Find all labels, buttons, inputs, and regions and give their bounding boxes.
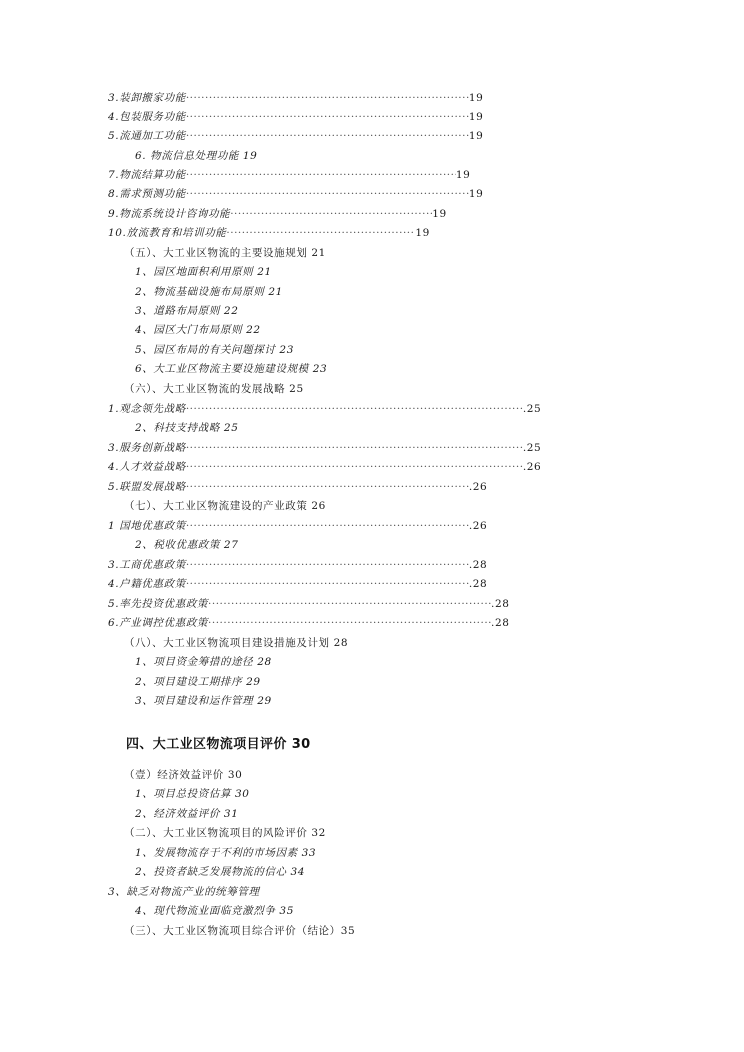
toc-entry[interactable] bbox=[124, 246, 326, 260]
dot-leader bbox=[230, 207, 432, 221]
toc-entry[interactable] bbox=[135, 904, 294, 918]
toc-entry-page: 19 bbox=[468, 130, 484, 142]
dot-leader bbox=[186, 168, 456, 182]
toc-entry-title: 3、项目建设和运作管理 29 bbox=[135, 695, 272, 707]
toc-entry-page: .28 bbox=[491, 617, 510, 629]
toc-entry[interactable] bbox=[124, 768, 242, 782]
toc-entry[interactable] bbox=[108, 207, 447, 221]
toc-entry[interactable] bbox=[108, 110, 483, 124]
toc-entry[interactable] bbox=[108, 441, 541, 455]
toc-entry-title: （五）、大工业区物流的主要设施规划 21 bbox=[124, 247, 326, 259]
toc-entry-title: 6、大工业区物流主要设施建设规模 23 bbox=[135, 363, 328, 375]
toc-entry[interactable] bbox=[108, 187, 483, 201]
dot-leader bbox=[186, 441, 523, 455]
toc-entry[interactable] bbox=[135, 149, 257, 163]
toc-entry[interactable] bbox=[135, 694, 272, 708]
toc-entry[interactable] bbox=[124, 382, 304, 396]
toc-entry[interactable] bbox=[135, 675, 261, 689]
toc-entry[interactable] bbox=[108, 480, 487, 494]
toc-entry-title: 5.流通加工功能 bbox=[108, 130, 186, 142]
dot-leader bbox=[186, 480, 469, 494]
toc-entry-title: 2、投资者缺乏发展物流的信心 34 bbox=[135, 866, 306, 878]
toc-entry[interactable] bbox=[135, 807, 238, 821]
toc-entry-title: （六）、大工业区物流的发展战略 25 bbox=[124, 383, 304, 395]
toc-entry-page: 19 bbox=[468, 92, 484, 104]
toc-entry[interactable] bbox=[108, 460, 541, 474]
toc-entry-title: 2、经济效益评价 31 bbox=[135, 808, 239, 820]
dot-leader bbox=[186, 129, 469, 143]
toc-entry[interactable] bbox=[135, 787, 250, 801]
toc-entry-title: 9.物流系统设计咨询功能 bbox=[108, 208, 231, 220]
toc-entry-title: 5.率先投资优惠政策 bbox=[108, 598, 209, 610]
toc-entry[interactable] bbox=[135, 655, 272, 669]
toc-entry-title: 4、园区大门布局原则 22 bbox=[135, 324, 261, 336]
toc-entry-title: （三）、大工业区物流项目综合评价（结论）35 bbox=[124, 925, 356, 937]
toc-entry-title: 10.放流教育和培训功能 bbox=[108, 227, 227, 239]
dot-leader bbox=[186, 91, 469, 105]
toc-entry-page: 19 bbox=[468, 188, 484, 200]
toc-entry-title: 1.观念领先战略 bbox=[108, 403, 186, 415]
dot-leader bbox=[226, 226, 415, 240]
toc-entry-title: 7.物流结算功能 bbox=[108, 169, 186, 181]
toc-entry-title: 3.装卸搬家功能 bbox=[108, 92, 186, 104]
toc-entry-title: 1、发展物流存于不利的市场因素 33 bbox=[135, 847, 317, 859]
toc-entry-title: 6.产业调控优惠政策 bbox=[108, 617, 209, 629]
toc-entry-title: 4.包装服务功能 bbox=[108, 111, 186, 123]
toc-entry-page: .25 bbox=[522, 403, 542, 415]
toc-entry[interactable] bbox=[124, 826, 326, 840]
dot-leader bbox=[208, 616, 491, 630]
toc-entry-title: 4.户籍优惠政策 bbox=[108, 578, 186, 590]
toc-entry[interactable] bbox=[108, 616, 510, 630]
toc-entry[interactable] bbox=[124, 924, 355, 938]
toc-entry-title: 1、项目资金筹措的途径 28 bbox=[135, 656, 272, 668]
toc-entry-title: 5、园区布局的有关问题探讨 23 bbox=[135, 344, 294, 356]
toc-entry-title: 1 国地优惠政策 bbox=[108, 520, 186, 532]
toc-entry-title: （壹）经济效益评价 30 bbox=[124, 769, 243, 781]
toc-entry[interactable] bbox=[135, 362, 327, 376]
toc-entry-page: .26 bbox=[468, 481, 488, 493]
toc-entry-title: 6. 物流信息处理功能 19 bbox=[135, 150, 258, 162]
toc-entry[interactable] bbox=[135, 323, 261, 337]
dot-leader bbox=[186, 110, 469, 124]
toc-entry-title: 8.需求预测功能 bbox=[108, 188, 186, 200]
toc-entry-title: 3.工商优惠政策 bbox=[108, 559, 186, 571]
toc-entry[interactable] bbox=[108, 91, 483, 105]
dot-leader bbox=[186, 460, 523, 474]
toc-entry-title: 2、税收优惠政策 27 bbox=[135, 539, 239, 551]
toc-entry-title: 4.人才效益战略 bbox=[108, 461, 186, 473]
toc-entry[interactable] bbox=[124, 499, 326, 513]
toc-entry-page: .28 bbox=[468, 559, 488, 571]
toc-entry[interactable] bbox=[135, 304, 238, 318]
toc-entry[interactable] bbox=[135, 421, 238, 435]
toc-entry[interactable] bbox=[135, 538, 238, 552]
dot-leader bbox=[186, 402, 523, 416]
toc-entry-title: 2、科技支持战略 25 bbox=[135, 422, 239, 434]
toc-entry-title: （二）、大工业区物流项目的风险评价 32 bbox=[124, 827, 326, 839]
toc-entry-title: 3.服务创新战略 bbox=[108, 442, 186, 454]
dot-leader bbox=[186, 187, 469, 201]
dot-leader bbox=[186, 519, 469, 533]
toc-entry[interactable] bbox=[135, 265, 272, 279]
toc-entry-page: 19 bbox=[432, 208, 447, 220]
toc-entry-title: 1、园区地面积利用原则 21 bbox=[135, 266, 272, 278]
toc-entry-title: 3、缺乏对物流产业的统筹管理 bbox=[108, 886, 260, 898]
toc-entry-title: 5.联盟发展战略 bbox=[108, 481, 186, 493]
toc-entry-page: .26 bbox=[468, 520, 488, 532]
toc-entry-title: 4、现代物流业面临竞激烈争 35 bbox=[135, 905, 294, 917]
toc-entry-page: 19 bbox=[468, 111, 484, 123]
toc-entry-title: 3、道路布局原则 22 bbox=[135, 305, 239, 317]
toc-entry[interactable] bbox=[124, 636, 348, 650]
toc-entry-title: （七）、大工业区物流建设的产业政策 26 bbox=[124, 500, 326, 512]
toc-entry-page: .28 bbox=[491, 598, 510, 610]
toc-entry[interactable] bbox=[135, 846, 316, 860]
toc-entry[interactable] bbox=[108, 402, 541, 416]
toc-entry[interactable] bbox=[108, 558, 487, 572]
toc-entry-page: .25 bbox=[522, 442, 542, 454]
toc-entry[interactable] bbox=[108, 168, 470, 182]
toc-entry-page: .28 bbox=[468, 578, 488, 590]
toc-entry[interactable] bbox=[108, 129, 483, 143]
toc-entry-title: （八）、大工业区物流项目建设措施及计划 28 bbox=[124, 637, 349, 649]
toc-entry[interactable] bbox=[135, 865, 305, 879]
toc-entry[interactable] bbox=[135, 285, 283, 299]
dot-leader bbox=[186, 577, 469, 591]
toc-entry-page: .26 bbox=[522, 461, 542, 473]
toc-entry-page: 19 bbox=[415, 227, 430, 239]
toc-entry[interactable] bbox=[108, 226, 430, 240]
toc-entry[interactable] bbox=[108, 519, 487, 533]
toc-entry[interactable] bbox=[108, 577, 487, 591]
toc-entry-title: 2、项目建设工期排序 29 bbox=[135, 676, 261, 688]
section-heading[interactable]: 四、大工业区物流项目评价 30 bbox=[126, 737, 311, 752]
toc-entry-title: 1、项目总投资估算 30 bbox=[135, 788, 250, 800]
toc-entry[interactable] bbox=[108, 885, 260, 899]
dot-leader bbox=[186, 558, 469, 572]
toc-entry[interactable] bbox=[108, 597, 510, 611]
dot-leader bbox=[208, 597, 491, 611]
toc-entry-page: 19 bbox=[455, 169, 471, 181]
toc-entry[interactable] bbox=[135, 343, 294, 357]
toc-entry-title: 2、物流基础设施布局原则 21 bbox=[135, 286, 283, 298]
